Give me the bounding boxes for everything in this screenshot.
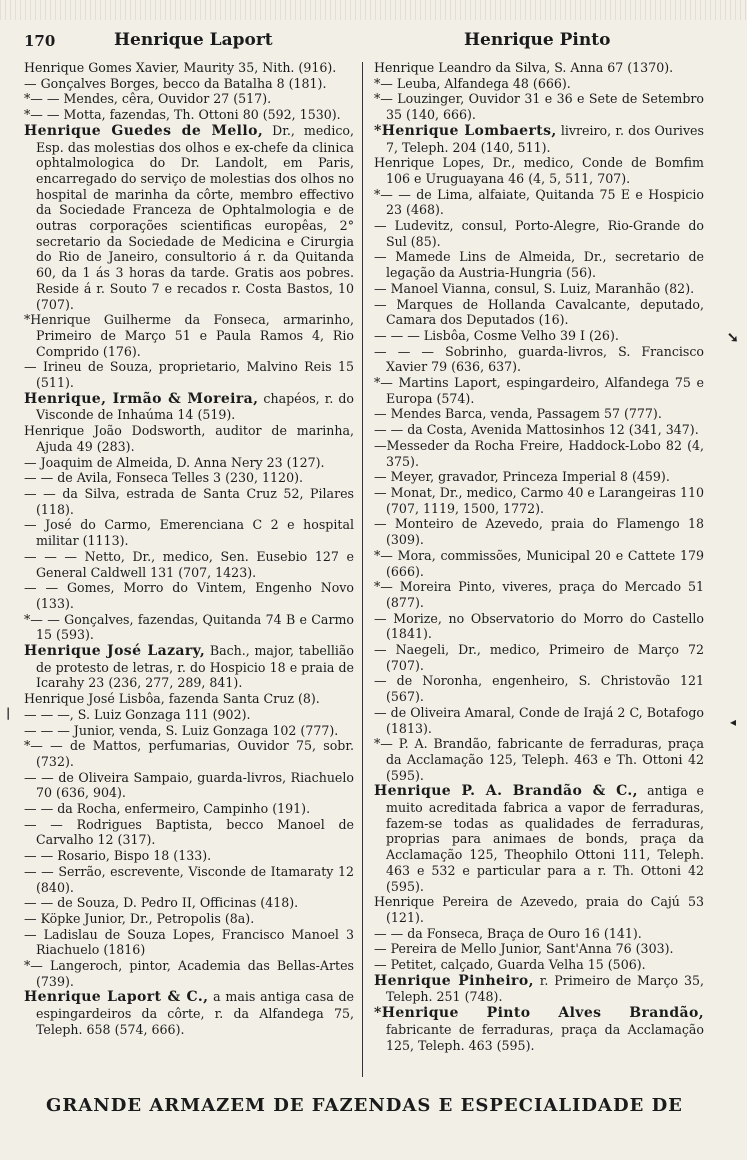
directory-entry [374,344,704,375]
directory-entry [374,76,704,92]
entry-text: — — — Lisbôa, Cosme Velho 39 I (26). [374,327,619,343]
entry-text: *— P. A. Brandão, fabricante de ferraduras, praça da Acclamação 125, Teleph. 463 e Th. Ottoni 42 (595). [374,736,704,783]
entry-text: *— Moreira Pinto, viveres, praça do Mercado 51 (877). [374,579,704,610]
entry-text: — Ludevitz, consul, Porto-Alegre, Rio-Grande do Sul (85). [374,218,704,249]
directory-entry [374,249,704,280]
directory-entry [374,1005,704,1053]
entry-name-bold: Henrique Laport & C., [24,989,209,1006]
entry-text: Henrique José Lisbôa, fazenda Santa Cruz (8). [24,691,320,707]
entry-name-bold: Henrique Guedes de Mello, [24,122,264,139]
directory-entry [374,926,704,942]
entry-text: — Pereira de Mello Junior, Sant'Anna 76 (303). [374,941,674,957]
directory-entry [374,297,704,328]
directory-entry [374,123,704,155]
entry-text: — — Rosario, Bispo 18 (133). [24,848,212,864]
entry-text: — Monat, Dr., medico, Carmo 40 e Larangeiras 110 (707, 1119, 1500, 1772). [374,484,704,516]
entry-text: — — Serrão, escrevente, Visconde de Itamaraty 12 (840). [24,863,354,895]
directory-entry [374,218,704,249]
entry-text: — — da Silva, estrada de Santa Cruz 52, Pilares (118). [24,485,354,517]
entry-text: r. Primeiro de Março 35, Teleph. 251 (748). [386,972,704,1005]
directory-entry [374,579,704,610]
entry-text: — Marques de Hollanda Cavalcante, deputado, Camara dos Deputados (16). [374,296,704,328]
directory-entry [24,517,354,548]
margin-arrow-icon: ➘ [727,330,739,346]
directory-entry [24,612,354,643]
entry-text: — José do Carmo, Emerenciana C 2 e hospital militar (1113). [24,517,354,549]
column-rule [362,62,363,1077]
directory-entry [24,455,354,471]
directory-entry [374,485,704,516]
entry-text: fabricante de ferraduras, praça da Acclamação 125, Teleph. 463 (595). [386,1021,704,1053]
directory-entry [24,312,354,359]
directory-entry [374,783,704,894]
entry-text: — Köpke Junior, Dr., Petropolis (8a). [24,910,255,926]
entry-text: *— — Motta, fazendas, Th. Ottoni 80 (592, 1530). [24,107,341,123]
directory-entry [24,691,354,707]
directory-entry [374,422,704,438]
directory-entry [24,470,354,486]
entry-text: *— Leuba, Alfandega 48 (666). [374,75,571,91]
entry-text: *— Langeroch, pintor, Academia das Bellas-Artes (739). [24,958,354,989]
entry-text: *— — Gonçalves, fazendas, Quitanda 74 B e Carmo 15 (593). [24,611,354,643]
entry-text: antiga e muito acreditada fabrica a vapor de ferraduras, fazem-se todas as qualidades de ferraduras, proprias para animaes de bonds, praça da Acclamação 125, Theophilo Ottoni 111, Teleph. 463 e 532 e particular para a r. Th. Ottoni 42 (595). [386,783,704,894]
directory-entry [24,927,354,958]
directory-entry [24,864,354,895]
entry-text: Henrique Pereira de Azevedo, praia do Cajú 53 (121). [374,894,704,925]
directory-entry [374,281,704,297]
directory-entry [24,848,354,864]
margin-bar-icon: | [6,706,11,720]
entry-text: — — de Oliveira Sampaio, guarda-livros, Riachuelo 70 (636, 904). [24,769,354,801]
entry-text: — de Oliveira Amaral, Conde de Irajá 2 C, Botafogo (1813). [374,704,704,736]
page-number: 170 [24,32,56,50]
directory-entry [24,738,354,769]
directory-entry [374,957,704,973]
entry-text: *— — de Lima, alfaiate, Quitanda 75 E e Hospicio 23 (468). [374,186,704,218]
right-column [374,60,704,1053]
entry-text: — Meyer, gravador, Princeza Imperial 8 (459). [374,469,670,485]
directory-entry [374,642,704,673]
directory-entry [24,107,354,123]
directory-entry [374,611,704,642]
directory-entry [374,60,704,76]
directory-entry [24,770,354,801]
entry-text: — Monteiro de Azevedo, praia do Flamengo 18 (309). [374,516,704,548]
directory-entry [24,423,354,454]
directory-entry [374,438,704,469]
entry-text: — Mamede Lins de Almeida, Dr., secretario de legação da Austria-Hungria (56). [374,249,704,281]
directory-entry [24,359,354,390]
directory-entry [374,941,704,957]
directory-entry [374,155,704,186]
directory-entry [24,60,354,76]
directory-entry [374,375,704,406]
entry-text: — — — Sobrinho, guarda-livros, S. Francisco Xavier 79 (636, 637). [374,343,704,375]
entry-text: *— — Mendes, cêra, Ouvidor 27 (517). [24,91,272,107]
directory-entry [374,328,704,344]
entry-text: — — da Rocha, enfermeiro, Campinho (191). [24,801,311,817]
directory-entry [374,736,704,783]
entry-text: — Naegeli, Dr., medico, Primeiro de Março 72 (707). [374,642,704,673]
directory-entry [24,707,354,723]
entry-text: —Messeder da Rocha Freire, Haddock-Lobo 82 (4, 375). [374,437,704,469]
directory-entry [374,894,704,925]
entry-text: Henrique Leandro da Silva, S. Anna 67 (1370). [374,60,674,75]
entry-text: *— Louzinger, Ouvidor 31 e 36 e Sete de Setembro 35 (140, 666). [374,91,704,123]
directory-entry [374,548,704,579]
entry-text: — — da Fonseca, Braça de Ouro 16 (141). [374,925,642,941]
directory-entry [374,705,704,736]
left-column [24,60,354,1038]
entry-text: — — Rodrigues Baptista, becco Manoel de Carvalho 12 (317). [24,816,354,848]
entry-text: *— Mora, commissões, Municipal 20 e Cattete 179 (666). [374,547,704,579]
entry-text: — — — Netto, Dr., medico, Sen. Eusebio 127 e General Caldwell 131 (707, 1423). [24,548,354,580]
directory-entry [24,123,354,312]
footer-banner: GRANDE ARMAZEM DE FAZENDAS E ESPECIALIDADE DE [46,1095,683,1116]
entry-text: Henrique Lopes, Dr., medico, Conde de Bomfim 106 e Uruguayana 46 (4, 5, 511, 707). [374,155,704,186]
entry-text: — Joaquim de Almeida, D. Anna Nery 23 (127). [24,454,325,470]
directory-entry [24,801,354,817]
directory-entry [374,673,704,704]
directory-entry [24,391,354,423]
directory-entry [24,76,354,92]
entry-text: — Mendes Barca, venda, Passagem 57 (777). [374,406,662,422]
entry-text: — Irineu de Souza, proprietario, Malvino Reis 15 (511). [24,359,354,391]
entry-name-bold: Henrique P. A. Brandão & C., [374,783,638,800]
directory-entry [24,643,354,691]
right-guide-word: Henrique Pinto [464,30,611,50]
directory-entry [24,486,354,517]
entry-name-bold: Henrique Pinheiro, [374,972,534,989]
entry-text: chapéos, r. do Visconde de Inhaúma 14 (519). [36,390,355,423]
entry-text: livreiro, r. dos Ourives 7, Teleph. 204 (140, 511). [386,122,704,155]
entry-text: — — —, S. Luiz Gonzaga 111 (902). [24,706,251,722]
left-guide-word: Henrique Laport [114,30,273,50]
directory-entry [374,973,704,1005]
entry-text: — de Noronha, engenheiro, S. Christovão 121 (567). [374,673,704,705]
entry-text: — Ladislau de Souza Lopes, Francisco Manoel 3 Riachuelo (1816) [24,926,354,958]
entry-text: Henrique Gomes Xavier, Maurity 35, Nith. (916). [24,60,337,75]
directory-entry [374,91,704,122]
directory-entry [24,817,354,848]
directory-entry [24,958,354,989]
entry-text: Dr., medico, Esp. das molestias dos olhos e ex-chefe da clinica ophtalmologica do Dr. Landolt, em Paris, encarregado do serviço de molestias dos olhos no hospital de marinha da côrte, membro effectivo da Sociedade Franceza de Ophtalmologia e de outras corporações scientificas europêas, 2° secretario da Sociedade de Medicina e Cirurgia do Rio de Janeiro, consultorio á r. da Quitanda 60, da 1 ás 3 horas da tarde. Gratis aos pobres. Reside á r. Souto 7 e recados r. Costa Bastos, 10 (707). [36,122,354,312]
entry-name-bold: *Henrique Lombaerts, [374,122,557,139]
directory-entry [374,187,704,218]
entry-text: *— Martins Laport, espingardeiro, Alfandega 75 e Europa (574). [374,375,704,406]
entry-text: — Morize, no Observatorio do Morro do Castello (1841). [374,610,704,642]
directory-entry [374,469,704,485]
margin-tick-icon: ◂ [730,715,737,729]
entry-text: — Petitet, calçado, Guarda Velha 15 (506). [374,957,646,973]
entry-text: — — — Junior, venda, S. Luiz Gonzaga 102 (777). [24,722,339,738]
directory-entry [24,989,354,1037]
entry-text: *— — de Mattos, perfumarias, Ouvidor 75, sobr. (732). [24,738,354,769]
directory-entry [374,516,704,547]
directory-entry [24,895,354,911]
directory-entry [24,91,354,107]
entry-text: — — Gomes, Morro do Vintem, Engenho Novo (133). [24,580,354,611]
entry-text: — — da Costa, Avenida Mattosinhos 12 (341, 347). [374,422,699,438]
running-header [24,30,724,56]
entry-text: *Henrique Guilherme da Fonseca, armarinho, Primeiro de Março 51 e Paula Ramos 4, Rio Comprido (176). [24,312,354,359]
directory-entry [24,549,354,580]
entry-text: — Manoel Vianna, consul, S. Luiz, Maranhão (82). [374,280,695,296]
directory-entry [374,406,704,422]
entry-text: — — de Souza, D. Pedro II, Officinas (418). [24,895,299,911]
entry-name-bold: Henrique, Irmão & Moreira, [24,390,259,407]
page-top-noise [0,0,747,20]
entry-name-bold: *Henrique Pinto Alves Brandão, [374,1005,704,1022]
entry-text: Bach., major, tabellião de protesto de letras, r. do Hospicio 18 e praia de Icarahy 23 (236, 277, 289, 841). [36,643,355,691]
entry-text: a mais antiga casa de espingardeiros da côrte, r. da Alfandega 75, Teleph. 658 (574, 666). [36,989,354,1037]
entry-text: Henrique João Dodsworth, auditor de marinha, Ajuda 49 (283). [24,423,354,454]
entry-name-bold: Henrique José Lazary, [24,643,206,660]
entry-text: — Gonçalves Borges, becco da Batalha 8 (181). [24,75,327,91]
directory-entry [24,911,354,927]
entry-text: — — de Avila, Fonseca Telles 3 (230, 1120). [24,470,303,486]
directory-entry [24,723,354,739]
directory-entry [24,580,354,611]
